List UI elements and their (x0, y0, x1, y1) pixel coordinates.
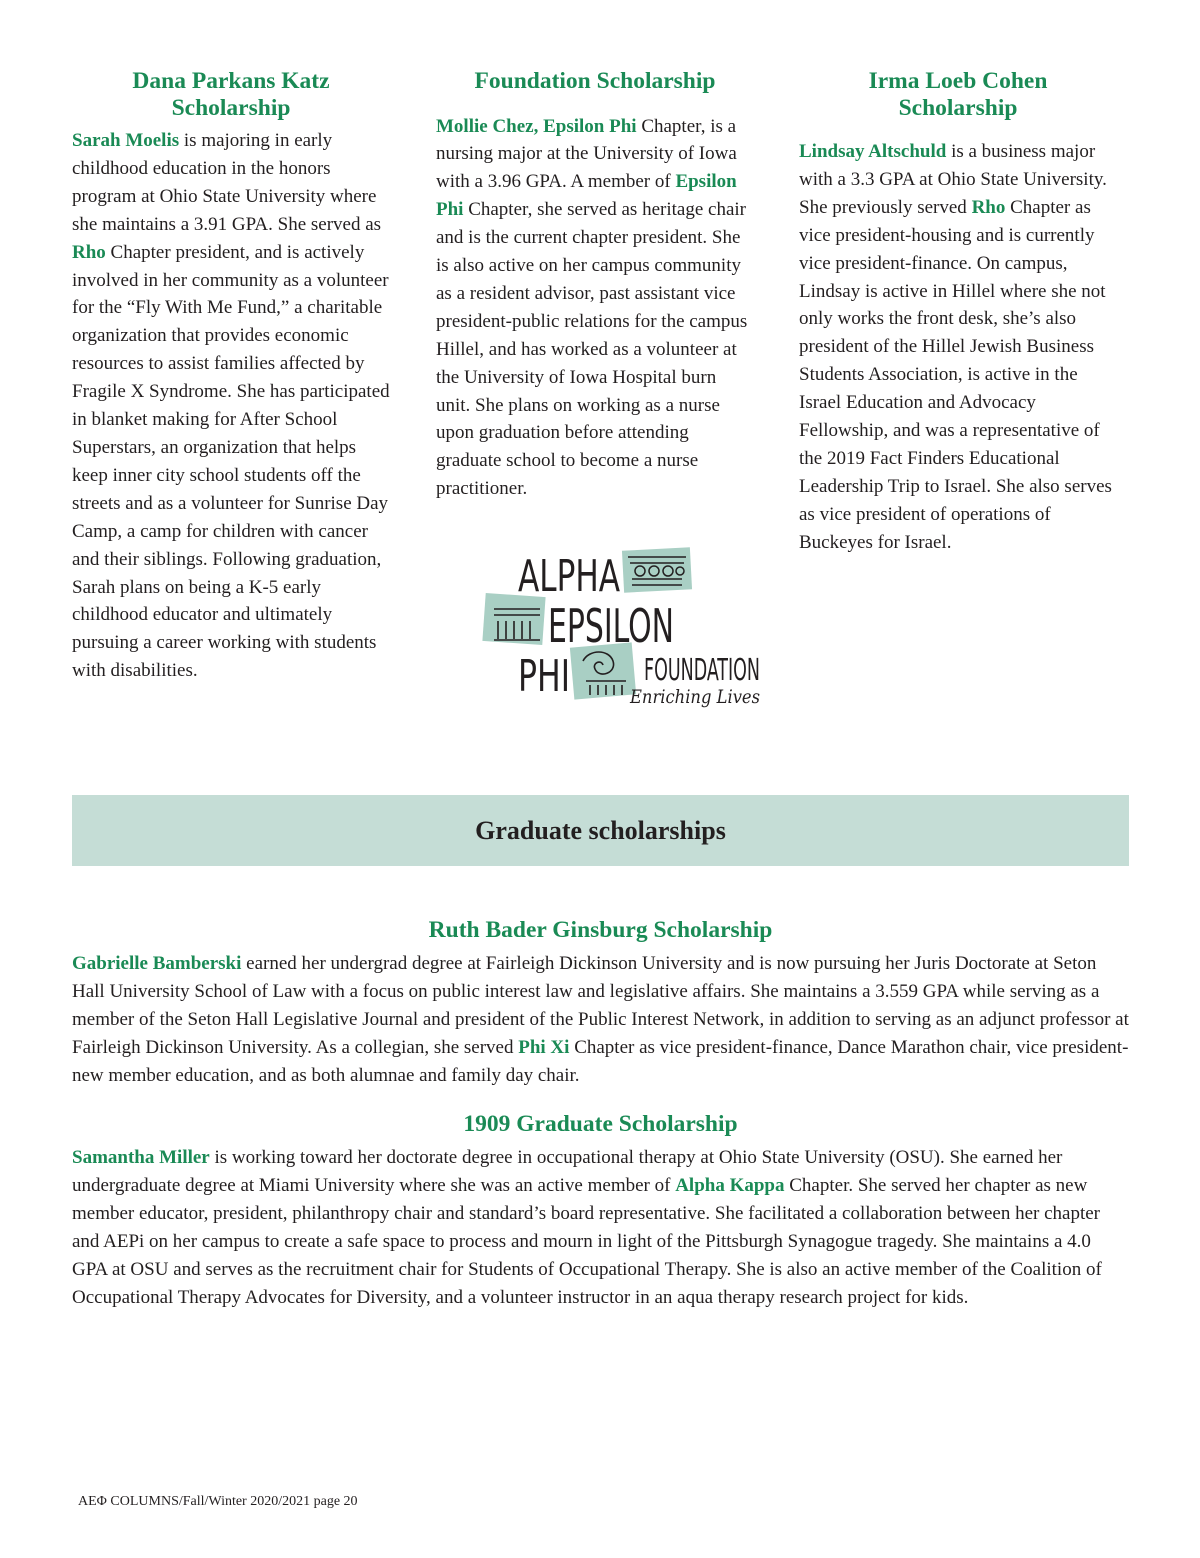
recipient-name: Sarah Moelis (72, 130, 180, 151)
chapter-name: Alpha Kappa (675, 1174, 785, 1196)
scholarship-title: Dana Parkans Katz Scholarship (132, 68, 330, 121)
scholarship-title: Ruth Bader Ginsburg Scholarship (428, 917, 773, 943)
recipient-name: Gabrielle Bamberski (72, 953, 242, 974)
logo-word-epsilon: EPSILON (548, 599, 674, 653)
recipient-bio: Mollie Chez, Epsilon Phi Chapter, is a nursing major at the University of Iowa with a 3.96 GPA. A member of Epsilon Phi Chapter, she served as heritage chair and is the current chapter president. She is also active on her campus community as a resident advisor, past assistant vice president-public relations for the campus Hillel, and has worked as a volunteer at the University of Iowa Hospital burn unit. She plans on working as a nurse upon graduation before attending graduate school to become a nurse practitioner. (436, 115, 748, 500)
scholarship-title: Foundation Scholarship (474, 68, 716, 94)
recipient-name: Lindsay Altschuld (799, 141, 947, 162)
recipient-bio: Samantha Miller is working toward her doctorate degree in occupational therapy at Ohio State University (OSU). She earned her undergraduate degree at Miami University where she was an active member of Alpha Kappa Chapter. She served her chapter as new member educator, president, philanthropy chair and standard’s board representative. She facilitated a collaboration between her chapter and AEPi on her campus to create a safe space to process and mourn in light of the Pittsburgh Synagogue tragedy. She maintains a 4.0 GPA at OSU and serves as the recruitment chair for Students of Occupational Therapy. She is also an active member of the Coalition of Occupational Therapy Advocates for Diversity, and a volunteer instructor in an aqua therapy research project for kids. (72, 1147, 1102, 1308)
recipient-name: Mollie Chez, Epsilon Phi (436, 115, 637, 137)
logo-word-phi: PHI (518, 651, 570, 702)
graduate-scholarships-banner: Graduate scholarships (72, 795, 1129, 866)
chapter-name: Phi Xi (518, 1036, 570, 1058)
1909-graduate-scholarship (72, 1110, 1129, 1311)
scholarship-column-dana-parkans-katz (72, 68, 390, 685)
recipient-name: Samantha Miller (72, 1147, 210, 1168)
logo-tagline: Enriching Lives (629, 686, 761, 708)
ruth-bader-ginsburg-scholarship (72, 916, 1129, 1090)
logo-word-alpha: ALPHA (518, 551, 620, 602)
chapter-name: Epsilon Phi (436, 171, 737, 221)
logo-word-foundation: FOUNDATION (644, 653, 760, 688)
aephi-foundation-logo (480, 543, 765, 713)
chapter-name: Rho (72, 241, 106, 263)
page-footer: AEΦ COLUMNS/Fall/Winter 2020/2021 page 20 (78, 1494, 358, 1509)
scholarship-title: 1909 Graduate Scholarship (463, 1111, 738, 1137)
scholarship-column-foundation (436, 68, 754, 503)
scholarship-title: Irma Loeb Cohen Scholarship (868, 68, 1048, 121)
recipient-bio: Sarah Moelis is majoring in early childhood education in the honors program at Ohio State University where she maintains a 3.91 GPA. She served as Rho Chapter president, and is actively involved in her community as a volunteer for the “Fly With Me Fund,” a charitable organization that provides economic resources to assist families affected by Fragile X Syndrome. She has participated in blanket making for After School Superstars, an organization that helps keep inner city school students off the streets and as a volunteer for Sunrise Day Camp, a camp for children with cancer and their siblings. Following graduation, Sarah plans on being a K-5 early childhood educator and ultimately pursuing a career working with students with disabilities. (72, 130, 390, 682)
recipient-bio: Gabrielle Bamberski earned her undergrad degree at Fairleigh Dickinson University and is now pursuing her Juris Doctorate at Seton Hall University School of Law with a focus on public interest law and legislative affairs. She maintains a 3.559 GPA while serving as a member of the Seton Hall Legislative Journal and president of the Public Interest Network, in addition to serving as an adjunct professor at Fairleigh Dickinson University. As a collegian, she served Phi Xi Chapter as vice president-finance, Dance Marathon chair, vice president-new member education, and as both alumnae and family day chair. (72, 953, 1129, 1086)
logo-graphic (480, 543, 765, 713)
chapter-name: Rho (971, 196, 1006, 218)
logo-tile-top (622, 547, 692, 593)
scholarship-column-irma-loeb-cohen (799, 68, 1117, 557)
recipient-bio: Lindsay Altschuld is a business major with a 3.3 GPA at Ohio State University. She previously served Rho Chapter as vice president-housing and is currently vice president-finance. On campus, Lindsay is active in Hillel where she not only works the front desk, she’s also president of the Hillel Jewish Business Students Association, is active in the Israel Education and Advocacy Fellowship, and was a representative of the 2019 Fact Finders Educational Leadership Trip to Israel. She also serves as vice president of operations of Buckeyes for Israel. (799, 141, 1112, 553)
